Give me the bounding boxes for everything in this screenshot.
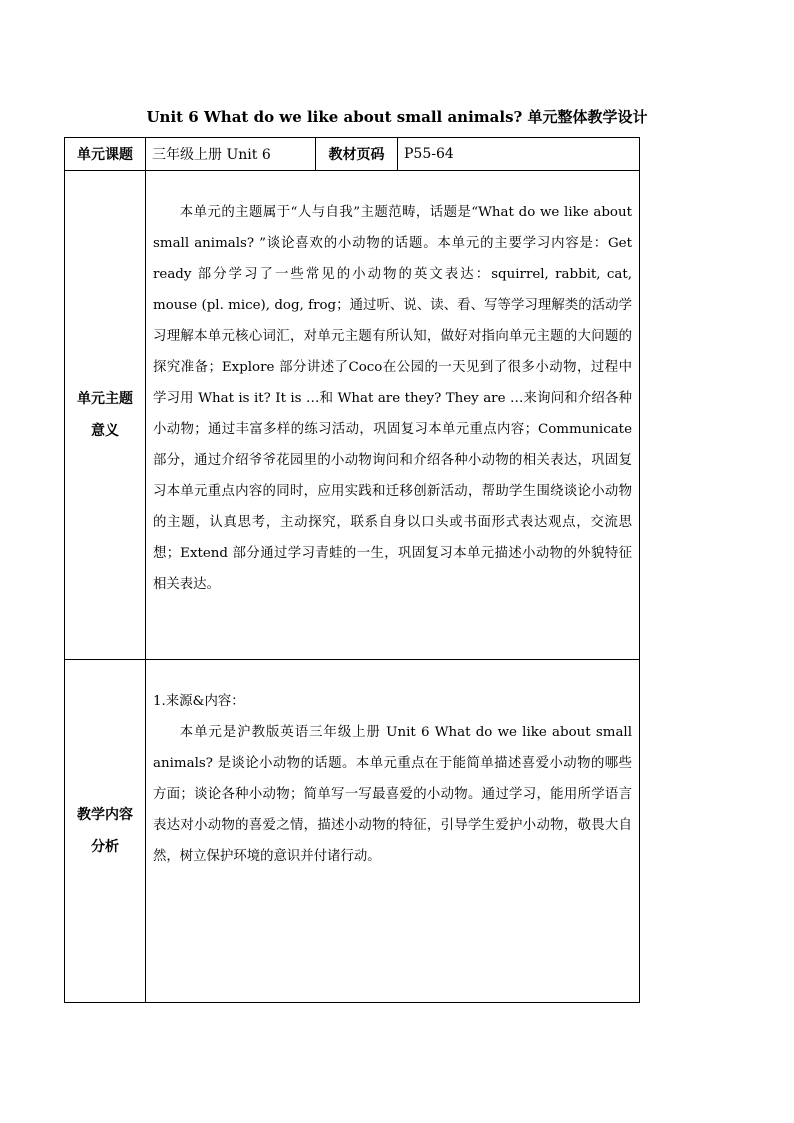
unit-topic-value: 三年级上册 Unit 6 [146, 138, 316, 171]
theme-meaning-paragraph: 本单元的主题属于“人与自我”主题范畴，话题是“What do we like about small animals? ”谈论喜欢的小动物的话题。本单元的主要学习内容是：Get ready 部分学习了一些常见的小动物的英文表达：squirrel, rabbit, cat, mouse (pl. mice), dog, frog；通过听、说、读、看、写等学习理解类的活动学习理解本单元核心词汇，对单元主题有所认知，做好对指向单元主题的大问题的探究准备；Explore 部分讲述了Coco在公园的一天见到了很多小动物，过程中学习用 What is it? It is …和 What are they? They are …来询问和介绍各种小动物；通过丰富多样的练习活动，巩固复习本单元重点内容；Communicate 部分，通过介绍爷爷花园里的小动物询问和介绍各种小动物的相关表达，巩固复习本单元重点内容的同时，应用实践和迁移创新活动，帮助学生围绕谈论小动物的主题，认真思考，主动探究，联系自身以口头或书面形式表达观点，交流思想；Extend 部分通过学习青蛙的一生，巩固复习本单元描述小动物的外貌特征相关表达。 [153, 205, 632, 592]
document-title: Unit 6 What do we like about small animals? 单元整体教学设计 [146, 108, 648, 126]
unit-plan-table [64, 137, 640, 1003]
textbook-pages-value: P55-64 [398, 138, 640, 171]
theme-meaning-label [65, 171, 146, 660]
content-analysis-heading: 1.来源&内容： [153, 694, 245, 709]
theme-meaning-label-line2: 意义 [91, 423, 119, 439]
content-analysis-label-line1: 教学内容 [77, 807, 133, 823]
table-row-theme-meaning [65, 171, 640, 660]
content-analysis-paragraph: 本单元是沪教版英语三年级上册 Unit 6 What do we like about small animals? 是谈论小动物的话题。本单元重点在于能简单描述喜爱小动物的哪些方面；谈论各种小动物；简单写一写最喜爱的小动物。通过学习，能用所学语言表达对小动物的喜爱之情，描述小动物的特征，引导学生爱护小动物，敬畏大自然，树立保护环境的意识并付诸行动。 [153, 725, 632, 864]
unit-topic-label: 单元课题 [65, 138, 146, 171]
theme-meaning-content [146, 171, 640, 660]
content-analysis-content [146, 660, 640, 1003]
content-analysis-label-line2: 分析 [91, 839, 119, 855]
content-analysis-label [65, 660, 146, 1003]
theme-meaning-label-line1: 单元主题 [77, 391, 133, 407]
textbook-pages-label: 教材页码 [316, 138, 398, 171]
table-row-unit-topic [65, 138, 640, 171]
table-row-content-analysis [65, 660, 640, 1003]
